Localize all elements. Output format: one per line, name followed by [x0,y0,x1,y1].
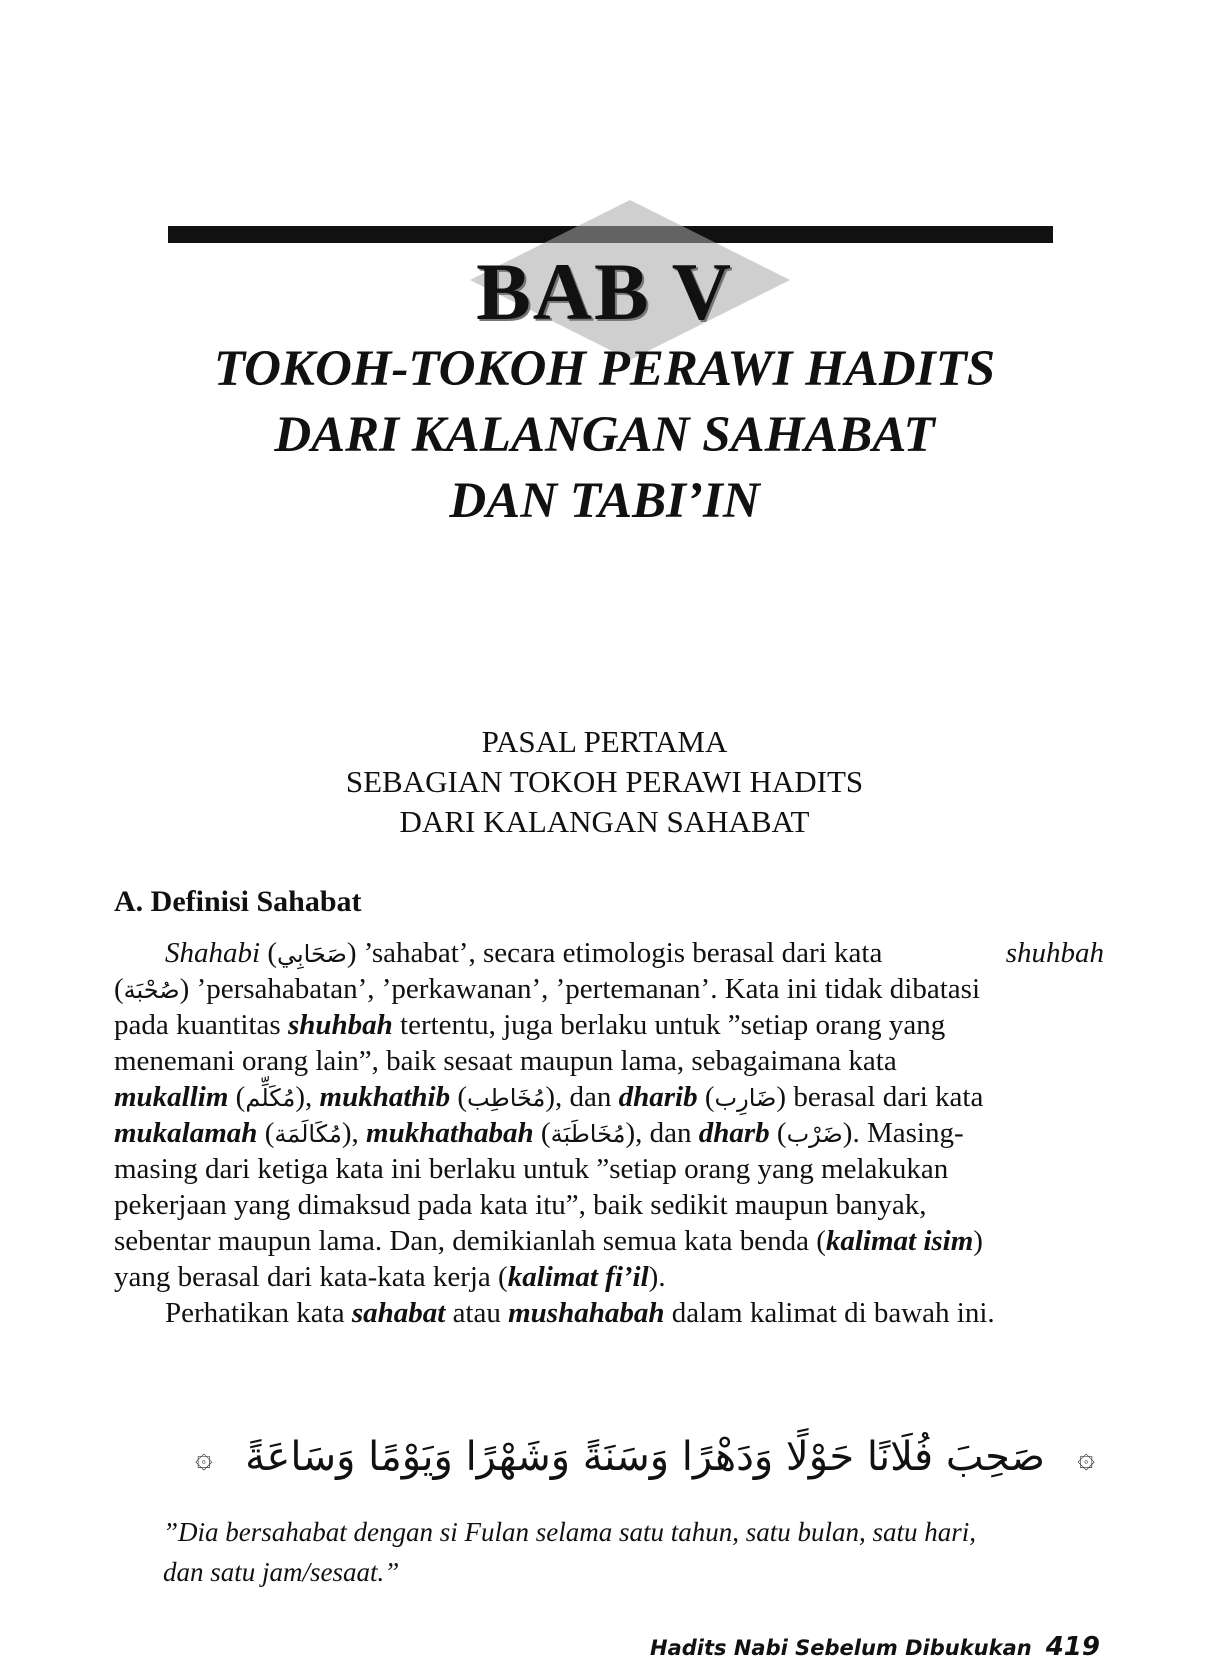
page-number: 419 [1045,1632,1100,1662]
translation [163,1512,1103,1592]
pasal-line: DARI KALANGAN SAHABAT [399,804,810,839]
arabic-term: مُكَلِّم [245,1084,296,1112]
chapter-title-line: DARI KALANGAN SAHABAT [274,407,935,463]
line-text: ) berasal dari kata [776,1081,984,1113]
ornament-icon: ۞ [195,1439,213,1475]
term-text: mukhathib [319,1081,451,1113]
term-text: Shahabi [165,937,261,969]
paragraph-line [114,1187,1104,1223]
line-text: ). [648,1261,666,1293]
paragraph-line [114,1223,1104,1259]
term-text: dharib [618,1081,698,1113]
paragraph-line [114,1007,1104,1043]
line-text: ( [114,973,124,1005]
line-text: menemani orang lain”, baik sesaat maupun lama, sebagaimana kata [114,1045,897,1077]
line-text: ( [450,1081,468,1113]
line-text: yang berasal dari kata-kata kerja ( [114,1261,508,1293]
line-text: ), dan [545,1081,619,1113]
line-text: ( [257,1117,275,1149]
paragraph-line [114,1259,1104,1295]
line-text: ), dan [625,1117,699,1149]
chapter-title [0,336,1209,534]
line-text: ), [341,1117,367,1149]
arabic-term: صَحَابِي [276,940,347,968]
paragraph-line [114,1115,1104,1151]
paragraph-line [114,1079,1104,1115]
translation-line [163,1512,1103,1552]
ornament-icon: ۞ [1077,1439,1095,1475]
line-text: pada kuantitas [114,1009,288,1041]
term-text: shuhbah [1005,937,1104,969]
paragraph-line [114,1151,1104,1187]
term-text: kalimat isim [825,1225,974,1257]
arabic-term: مُخَاطَبَة [550,1120,626,1148]
arabic-term: مُكَالَمَة [274,1120,342,1148]
pasal-heading [0,722,1209,842]
line-text: masing dari ketiga kata ini berlaku untuk ”setiap orang yang melakukan [114,1153,949,1185]
book-title: Hadits Nabi Sebelum Dibukukan [650,1636,1032,1660]
line-text: ). Masing- [842,1117,964,1149]
page-footer [650,1632,1100,1662]
line-text: ), [295,1081,320,1113]
line-text: ( [697,1081,715,1113]
section-heading: A. Definisi Sahabat [114,885,362,918]
line-text: ) [973,1225,983,1257]
paragraph-line [114,1043,1104,1079]
arabic-example [195,1422,1095,1492]
line-text: ( [533,1117,551,1149]
chapter-label: BAB V [476,246,733,337]
pasal-line: PASAL PERTAMA [481,724,728,759]
paragraph-line [114,1295,1104,1331]
arabic-term: صُحْبَة [123,976,180,1004]
term-text: mushahabah [508,1297,665,1329]
body-paragraphs [114,935,1104,1331]
line-text: ) ’persahabatan’, ’perkawanan’, ’pertemanan’. Kata ini tidak dibatasi [179,973,981,1005]
paragraph-line [114,935,1104,971]
term-text: mukalamah [114,1117,258,1149]
arabic-term: مُخَاطِب [467,1084,546,1112]
term-text: mukhathabah [366,1117,534,1149]
line-text: ( [260,937,277,969]
line-text: sebentar maupun lama. Dan, demikianlah semua kata benda ( [114,1225,826,1257]
line-text: dalam kalimat di bawah ini. [664,1297,995,1329]
arabic-sentence: صَحِبَ فُلَانًا حَوْلًا وَدَهْرًا وَسَنَةً وَشَهْرًا وَيَوْمًا وَسَاعَةً [245,1434,1045,1480]
translation-text: ”Dia bersahabat dengan si Fulan selama satu tahun, satu bulan, satu hari, [163,1517,977,1547]
line-text: pekerjaan yang dimaksud pada kata itu”, baik sedikit maupun banyak, [114,1189,927,1221]
line-text: atau [445,1297,509,1329]
term-text: mukallim [114,1081,229,1113]
term-text: shuhbah [287,1009,393,1041]
line-text: tertentu, juga berlaku untuk ”setiap orang yang [392,1009,946,1041]
paragraph-line [114,971,1104,1007]
line-text: ) ’sahabat’, secara etimologis berasal dari kata [346,937,890,969]
line-text: ( [228,1081,246,1113]
pasal-line: SEBAGIAN TOKOH PERAWI HADITS [345,764,864,799]
arabic-term: ضَارِب [714,1084,777,1112]
term-text: dharb [698,1117,770,1149]
term-text: kalimat fi’il [507,1261,649,1293]
term-text: sahabat [351,1297,446,1329]
chapter-title-line: DAN TABI’IN [449,473,760,529]
arabic-term: ضَرْب [786,1120,843,1148]
line-text: ( [769,1117,787,1149]
translation-line: dan satu jam/sesaat.” [163,1557,400,1587]
line-text: Perhatikan kata [165,1297,352,1329]
chapter-title-line: TOKOH-TOKOH PERAWI HADITS [213,341,996,397]
